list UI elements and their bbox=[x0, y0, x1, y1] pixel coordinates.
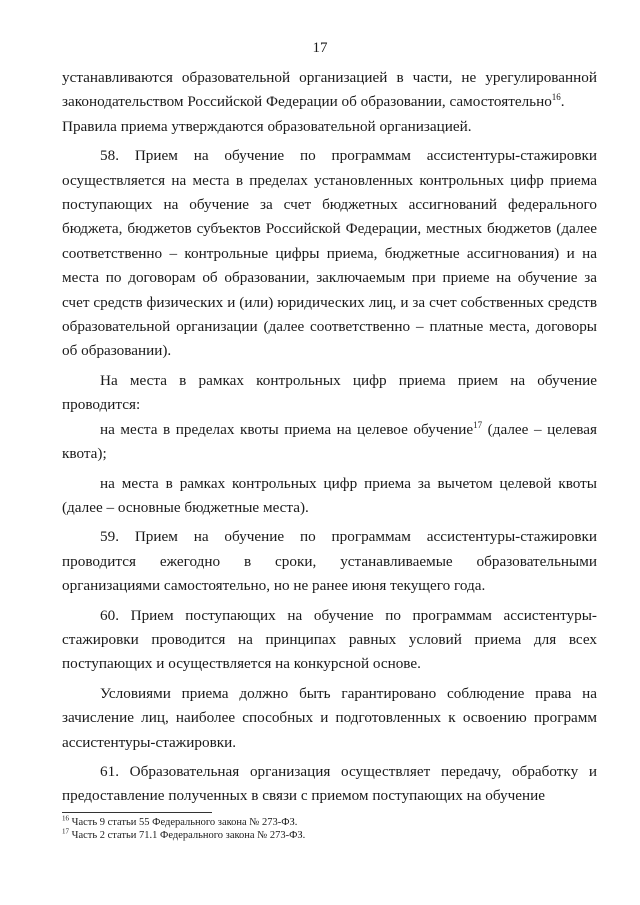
footnote-number: 17 bbox=[62, 827, 69, 836]
paragraph-target-quota bbox=[62, 418, 597, 467]
footnote-number: 16 bbox=[62, 814, 69, 823]
footnote-16 bbox=[62, 816, 602, 829]
paragraph-text: (далее – целевая квота); bbox=[62, 420, 598, 463]
paragraph-main-budget: на места в рамках контрольных цифр приема за вычетом целевой квоты (далее – основные бюджетные места). bbox=[62, 474, 597, 516]
paragraph-61: 61. Образовательная организация осуществляет передачу, обработку и предоставление полученных в связи с приемом поступающих на обучение bbox=[62, 762, 597, 805]
footnote-ref: 17 bbox=[473, 419, 483, 430]
paragraph-continuation: устанавливаются образовательной организацией в части, не урегулированной законодательством Российской Федерации об образовании, самостоятельно$^{16}$. bbox=[62, 69, 597, 111]
paragraph-58: 58. Прием на обучение по программам ассистентуры-стажировки осуществляется на места в пределах установленных контрольных цифр приема поступающих на обучение за счет бюджетных ассигнований федерального бюджета, бюджетов субъектов Российской Федерации, местных бюджетов (далее соответственно – контрольные цифры приема, бюджетные ассигнования) и на места по договорам об образовании, заключаемым при приеме на обучение за счет средств физических и (или) юридических лиц, и за счет собственных средств образовательной организации (далее соответственно – платные места, договоры об образовании). bbox=[62, 147, 597, 360]
paragraph-rules: Правила приема утверждаются образовательной организацией. bbox=[62, 117, 472, 135]
paragraph-59: 59. Прием на обучение по программам ассистентуры-стажировки проводится ежегодно в сроки, устанавливаемые образовательными организациями самостоятельно, но не ранее июня текущего года. bbox=[62, 528, 597, 595]
footnote-17 bbox=[62, 829, 602, 842]
paragraph-text: на места в пределах квоты приема на целевое обучение bbox=[100, 420, 474, 438]
paragraph-conditions: Условиями приема должно быть гарантировано соблюдение права на зачисление лиц, наиболее способных и подготовленных к освоению программ ассистентуры-стажировки. bbox=[62, 684, 597, 751]
paragraph-kcp: На места в рамках контрольных цифр приема прием на обучение проводится: bbox=[62, 371, 597, 414]
paragraph-text: устанавливаются образовательной организацией в части, не урегулированной законодательством Российской Федерации об образовании, самостоятельно bbox=[62, 69, 597, 111]
footnote-ref: 16 bbox=[551, 92, 561, 103]
paragraph-60: 60. Прием поступающих на обучение по программам ассистентуры-стажировки проводится на принципах равных условий приема для всех поступающих и осуществляется на конкурсной основе. bbox=[62, 606, 597, 673]
page-number: 17 bbox=[312, 40, 328, 56]
document-body bbox=[62, 66, 597, 809]
footnote-separator bbox=[62, 812, 212, 813]
footnote-text: Часть 2 статьи 71.1 Федерального закона № 273-ФЗ. bbox=[69, 830, 306, 841]
footnote-text: Часть 9 статьи 55 Федерального закона № 273-ФЗ. bbox=[69, 817, 298, 828]
footnotes bbox=[62, 816, 602, 842]
